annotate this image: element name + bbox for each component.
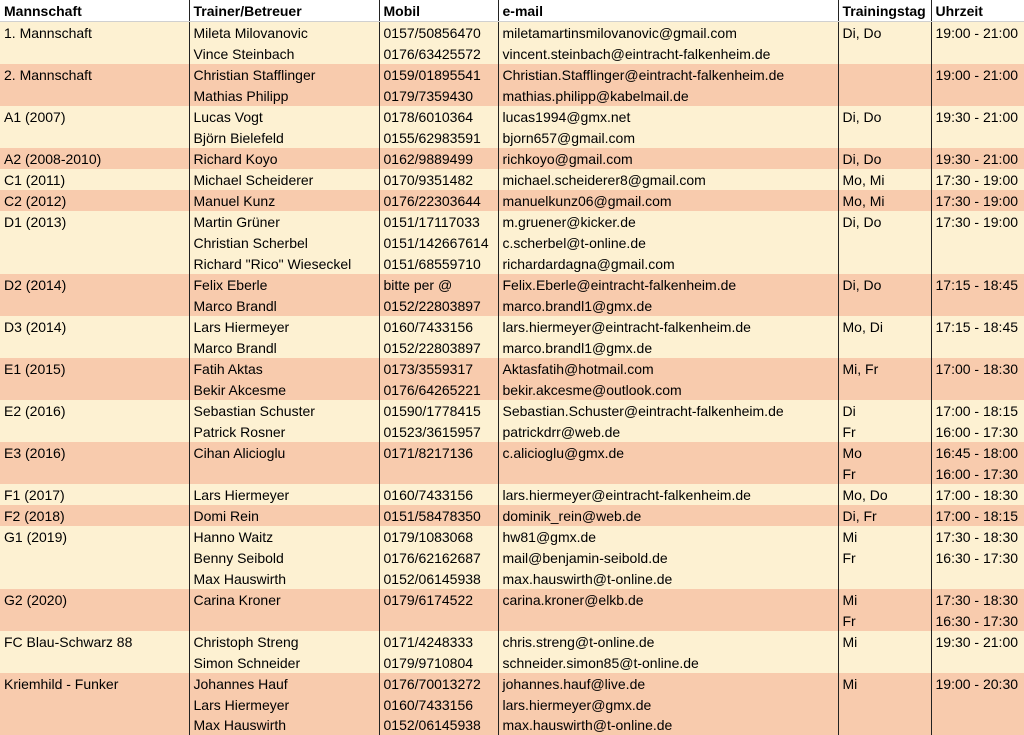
email-cell[interactable] [498,610,838,631]
trainer-name-cell[interactable]: Martin Grüner [189,211,379,232]
training-day-cell[interactable] [838,337,931,358]
training-time-cell[interactable]: 17:30 - 19:00 [931,169,1024,190]
team-name-cell[interactable]: 1. Mannschaft [0,22,189,44]
email-cell[interactable]: m.gruener@kicker.de [498,211,838,232]
training-day-cell[interactable]: Mi [838,673,931,694]
phone-cell[interactable]: 0176/62162687 [379,547,498,568]
email-cell[interactable]: lucas1994@gmx.net [498,106,838,127]
team-name-cell[interactable] [0,337,189,358]
phone-cell[interactable]: 0151/68559710 [379,253,498,274]
training-day-cell[interactable] [838,85,931,106]
email-cell[interactable]: hw81@gmx.de [498,526,838,547]
team-name-cell[interactable] [0,253,189,274]
phone-cell[interactable]: 01590/1778415 [379,400,498,421]
trainer-name-cell[interactable]: Lars Hiermeyer [189,484,379,505]
team-name-cell[interactable]: A2 (2008-2010) [0,148,189,169]
training-day-cell[interactable]: Fr [838,421,931,442]
training-time-cell[interactable] [931,568,1024,589]
phone-cell[interactable]: 0157/50856470 [379,22,498,44]
training-time-cell[interactable]: 19:30 - 21:00 [931,148,1024,169]
training-day-cell[interactable]: Mo, Di [838,316,931,337]
training-day-cell[interactable] [838,652,931,673]
training-time-cell[interactable]: 17:00 - 18:30 [931,358,1024,379]
training-day-cell[interactable]: Mi, Fr [838,358,931,379]
training-time-cell[interactable]: 17:15 - 18:45 [931,274,1024,295]
team-name-cell[interactable] [0,379,189,400]
table-row [0,421,1024,442]
header-email[interactable]: e-mail [498,0,838,22]
phone-cell[interactable]: 0160/7433156 [379,316,498,337]
team-name-cell[interactable]: C1 (2011) [0,169,189,190]
team-name-cell[interactable]: A1 (2007) [0,106,189,127]
header-row [0,0,1024,22]
phone-cell[interactable] [379,610,498,631]
trainer-name-cell[interactable]: Mileta Milovanovic [189,22,379,44]
training-time-cell[interactable]: 17:30 - 18:30 [931,589,1024,610]
phone-cell[interactable]: 0152/22803897 [379,337,498,358]
training-day-cell[interactable] [838,64,931,85]
training-time-cell[interactable]: 17:30 - 19:00 [931,190,1024,211]
table-row [0,127,1024,148]
trainer-name-cell[interactable]: Simon Schneider [189,652,379,673]
table-header [0,0,1024,22]
training-day-cell[interactable] [838,253,931,274]
training-day-cell[interactable]: Mi [838,589,931,610]
training-time-cell[interactable] [931,43,1024,64]
trainer-name-cell[interactable]: Lars Hiermeyer [189,694,379,715]
team-name-cell[interactable] [0,694,189,715]
table-row [0,22,1024,44]
table-row [0,337,1024,358]
team-name-cell[interactable]: 2. Mannschaft [0,64,189,85]
training-day-cell[interactable]: Mi [838,526,931,547]
phone-cell[interactable]: 0171/8217136 [379,442,498,463]
training-day-cell[interactable] [838,379,931,400]
email-cell[interactable]: c.scherbel@t-online.de [498,232,838,253]
phone-cell[interactable]: 0152/22803897 [379,295,498,316]
phone-cell[interactable]: 0179/6174522 [379,589,498,610]
email-cell[interactable]: carina.kroner@elkb.de [498,589,838,610]
team-name-cell[interactable] [0,568,189,589]
email-cell[interactable]: max.hauswirth@t-online.de [498,568,838,589]
email-cell[interactable]: schneider.simon85@t-online.de [498,652,838,673]
training-day-cell[interactable]: Di, Do [838,106,931,127]
email-cell[interactable]: lars.hiermeyer@eintracht-falkenheim.de [498,316,838,337]
table-row [0,274,1024,295]
trainer-name-cell[interactable]: Sebastian Schuster [189,400,379,421]
trainer-name-cell[interactable]: Michael Scheiderer [189,169,379,190]
trainer-name-cell[interactable]: Björn Bielefeld [189,127,379,148]
trainer-name-cell[interactable]: Benny Seibold [189,547,379,568]
team-name-cell[interactable]: FC Blau-Schwarz 88 [0,631,189,652]
phone-cell[interactable]: 0176/22303644 [379,190,498,211]
email-cell[interactable]: lars.hiermeyer@gmx.de [498,694,838,715]
training-time-cell[interactable]: 19:30 - 21:00 [931,631,1024,652]
email-cell[interactable]: miletamartinsmilovanovic@gmail.com [498,22,838,44]
training-time-cell[interactable] [931,295,1024,316]
phone-cell[interactable]: 0152/06145938 [379,568,498,589]
table-row [0,694,1024,715]
email-cell[interactable]: Sebastian.Schuster@eintracht-falkenheim.de [498,400,838,421]
training-time-cell[interactable]: 19:00 - 20:30 [931,673,1024,694]
trainer-name-cell[interactable]: Christoph Streng [189,631,379,652]
email-cell[interactable] [498,463,838,484]
team-name-cell[interactable]: C2 (2012) [0,190,189,211]
trainer-name-cell[interactable]: Cihan Alicioglu [189,442,379,463]
trainer-name-cell[interactable]: Richard Koyo [189,148,379,169]
phone-cell[interactable]: 0176/70013272 [379,673,498,694]
training-day-cell[interactable]: Fr [838,547,931,568]
team-name-cell[interactable]: F1 (2017) [0,484,189,505]
team-name-cell[interactable]: D3 (2014) [0,316,189,337]
team-name-cell[interactable]: E2 (2016) [0,400,189,421]
training-time-cell[interactable]: 19:00 - 21:00 [931,64,1024,85]
phone-cell[interactable]: 0160/7433156 [379,694,498,715]
training-time-cell[interactable] [931,232,1024,253]
training-time-cell[interactable]: 16:45 - 18:00 [931,442,1024,463]
training-time-cell[interactable]: 19:00 - 21:00 [931,22,1024,44]
phone-cell[interactable]: 0160/7433156 [379,484,498,505]
email-cell[interactable]: richardardagna@gmail.com [498,253,838,274]
trainer-name-cell[interactable]: Hanno Waitz [189,526,379,547]
email-cell[interactable]: patrickdrr@web.de [498,421,838,442]
trainer-name-cell[interactable]: Lucas Vogt [189,106,379,127]
phone-cell[interactable]: 0159/01895541 [379,64,498,85]
team-name-cell[interactable]: Kriemhild - Funker [0,673,189,694]
table-row [0,400,1024,421]
table-row [0,85,1024,106]
trainer-name-cell[interactable]: Marco Brandl [189,337,379,358]
training-day-cell[interactable] [838,295,931,316]
table-row [0,148,1024,169]
team-name-cell[interactable]: D1 (2013) [0,211,189,232]
table-row [0,652,1024,673]
email-cell[interactable]: max.hauswirth@t-online.de [498,715,838,735]
training-day-cell[interactable] [838,127,931,148]
team-name-cell[interactable] [0,85,189,106]
training-day-cell[interactable]: Fr [838,610,931,631]
table-row [0,610,1024,631]
training-day-cell[interactable]: Di, Do [838,274,931,295]
email-cell[interactable]: c.alicioglu@gmx.de [498,442,838,463]
table-row [0,64,1024,85]
table-row [0,295,1024,316]
table-row [0,568,1024,589]
team-name-cell[interactable] [0,232,189,253]
training-day-cell[interactable]: Di, Do [838,211,931,232]
trainer-name-cell[interactable]: Carina Kroner [189,589,379,610]
training-time-cell[interactable]: 16:00 - 17:30 [931,463,1024,484]
email-cell[interactable]: lars.hiermeyer@eintracht-falkenheim.de [498,484,838,505]
table-row [0,484,1024,505]
training-day-cell[interactable] [838,715,931,735]
phone-cell[interactable]: 0151/17117033 [379,211,498,232]
phone-cell[interactable] [379,463,498,484]
phone-cell[interactable]: 0151/58478350 [379,505,498,526]
team-name-cell[interactable] [0,421,189,442]
training-time-cell[interactable]: 16:00 - 17:30 [931,421,1024,442]
table-row [0,379,1024,400]
training-day-cell[interactable] [838,568,931,589]
table-row [0,106,1024,127]
header-mannschaft[interactable]: Mannschaft [0,0,189,22]
training-time-cell[interactable] [931,715,1024,735]
trainer-name-cell[interactable]: Fatih Aktas [189,358,379,379]
training-time-cell[interactable]: 17:00 - 18:15 [931,400,1024,421]
table-row [0,358,1024,379]
trainer-name-cell[interactable] [189,610,379,631]
team-name-cell[interactable]: F2 (2018) [0,505,189,526]
header-mobil[interactable]: Mobil [379,0,498,22]
team-name-cell[interactable] [0,652,189,673]
team-name-cell[interactable] [0,295,189,316]
team-name-cell[interactable]: G1 (2019) [0,526,189,547]
team-name-cell[interactable] [0,43,189,64]
table-row [0,631,1024,652]
table-row [0,169,1024,190]
table-row [0,673,1024,694]
training-day-cell[interactable] [838,43,931,64]
training-day-cell[interactable]: Mi [838,631,931,652]
trainer-name-cell[interactable]: Felix Eberle [189,274,379,295]
email-cell[interactable]: Aktasfatih@hotmail.com [498,358,838,379]
email-cell[interactable]: michael.scheiderer8@gmail.com [498,169,838,190]
table-row [0,253,1024,274]
header-trainingstag[interactable]: Trainingstag [838,0,931,22]
training-time-cell[interactable]: 17:00 - 18:30 [931,484,1024,505]
table-row [0,547,1024,568]
training-day-cell[interactable] [838,694,931,715]
table-row [0,232,1024,253]
email-cell[interactable]: Christian.Stafflinger@eintracht-falkenheim.de [498,64,838,85]
phone-cell[interactable]: 0173/3559317 [379,358,498,379]
table-row [0,316,1024,337]
training-day-cell[interactable]: Mo, Do [838,484,931,505]
training-time-cell[interactable]: 16:30 - 17:30 [931,547,1024,568]
table-row [0,505,1024,526]
trainer-name-cell[interactable]: Johannes Hauf [189,673,379,694]
phone-cell[interactable]: 0171/4248333 [379,631,498,652]
trainer-name-cell[interactable]: Domi Rein [189,505,379,526]
team-name-cell[interactable] [0,715,189,735]
training-time-cell[interactable]: 16:30 - 17:30 [931,610,1024,631]
trainer-name-cell[interactable]: Marco Brandl [189,295,379,316]
email-cell[interactable]: mail@benjamin-seibold.de [498,547,838,568]
trainer-name-cell[interactable]: Manuel Kunz [189,190,379,211]
training-time-cell[interactable] [931,694,1024,715]
email-cell[interactable]: bjorn657@gmail.com [498,127,838,148]
trainer-name-cell[interactable]: Richard "Rico" Wieseckel [189,253,379,274]
team-name-cell[interactable]: E1 (2015) [0,358,189,379]
table-row [0,211,1024,232]
team-name-cell[interactable] [0,547,189,568]
trainer-name-cell[interactable]: Max Hauswirth [189,715,379,735]
phone-cell[interactable]: 01523/3615957 [379,421,498,442]
email-cell[interactable]: bekir.akcesme@outlook.com [498,379,838,400]
training-time-cell[interactable]: 17:00 - 18:15 [931,505,1024,526]
trainer-name-cell[interactable]: Christian Scherbel [189,232,379,253]
training-time-cell[interactable] [931,85,1024,106]
training-day-cell[interactable]: Mo, Mi [838,190,931,211]
training-day-cell[interactable]: Mo, Mi [838,169,931,190]
team-name-cell[interactable] [0,127,189,148]
team-name-cell[interactable]: D2 (2014) [0,274,189,295]
table-row [0,526,1024,547]
training-time-cell[interactable]: 17:30 - 19:00 [931,211,1024,232]
training-time-cell[interactable] [931,253,1024,274]
phone-cell[interactable]: 0170/9351482 [379,169,498,190]
training-day-cell[interactable]: Di [838,400,931,421]
training-time-cell[interactable]: 19:30 - 21:00 [931,106,1024,127]
table-row [0,43,1024,64]
training-day-cell[interactable]: Fr [838,463,931,484]
phone-cell[interactable]: 0179/7359430 [379,85,498,106]
training-day-cell[interactable]: Di, Fr [838,505,931,526]
table-row [0,442,1024,463]
team-name-cell[interactable] [0,463,189,484]
training-time-cell[interactable] [931,127,1024,148]
email-cell[interactable]: manuelkunz06@gmail.com [498,190,838,211]
training-time-cell[interactable] [931,337,1024,358]
phone-cell[interactable]: 0179/1083068 [379,526,498,547]
trainer-name-cell[interactable]: Christian Stafflinger [189,64,379,85]
table-body [0,22,1024,735]
header-uhrzeit[interactable]: Uhrzeit [931,0,1024,22]
trainer-name-cell[interactable]: Patrick Rosner [189,421,379,442]
phone-cell[interactable]: 0178/6010364 [379,106,498,127]
training-time-cell[interactable]: 17:15 - 18:45 [931,316,1024,337]
email-cell[interactable]: marco.brandl1@gmx.de [498,337,838,358]
training-time-cell[interactable] [931,379,1024,400]
training-day-cell[interactable]: Di, Do [838,148,931,169]
phone-cell[interactable]: bitte per @ [379,274,498,295]
team-name-cell[interactable]: E3 (2016) [0,442,189,463]
email-cell[interactable]: vincent.steinbach@eintracht-falkenheim.de [498,43,838,64]
table-row [0,190,1024,211]
table-row [0,589,1024,610]
phone-cell[interactable]: 0176/63425572 [379,43,498,64]
email-cell[interactable]: johannes.hauf@live.de [498,673,838,694]
email-cell[interactable]: mathias.philipp@kabelmail.de [498,85,838,106]
table-row [0,463,1024,484]
phone-cell[interactable]: 0152/06145938 [379,715,498,735]
trainer-name-cell[interactable]: Lars Hiermeyer [189,316,379,337]
team-name-cell[interactable] [0,610,189,631]
trainer-name-cell[interactable]: Mathias Philipp [189,85,379,106]
trainer-name-cell[interactable] [189,463,379,484]
training-time-cell[interactable] [931,652,1024,673]
training-day-cell[interactable] [838,232,931,253]
training-day-cell[interactable]: Di, Do [838,22,931,44]
email-cell[interactable]: Felix.Eberle@eintracht-falkenheim.de [498,274,838,295]
trainer-name-cell[interactable]: Vince Steinbach [189,43,379,64]
table-row [0,715,1024,735]
phone-cell[interactable]: 0155/62983591 [379,127,498,148]
header-trainer[interactable]: Trainer/Betreuer [189,0,379,22]
phone-cell[interactable]: 0176/64265221 [379,379,498,400]
training-time-cell[interactable]: 17:30 - 18:30 [931,526,1024,547]
email-cell[interactable]: dominik_rein@web.de [498,505,838,526]
phone-cell[interactable]: 0151/142667614 [379,232,498,253]
training-day-cell[interactable]: Mo [838,442,931,463]
email-cell[interactable]: marco.brandl1@gmx.de [498,295,838,316]
email-cell[interactable]: chris.streng@t-online.de [498,631,838,652]
team-name-cell[interactable]: G2 (2020) [0,589,189,610]
phone-cell[interactable]: 0162/9889499 [379,148,498,169]
email-cell[interactable]: richkoyo@gmail.com [498,148,838,169]
trainer-name-cell[interactable]: Bekir Akcesme [189,379,379,400]
trainer-name-cell[interactable]: Max Hauswirth [189,568,379,589]
phone-cell[interactable]: 0179/9710804 [379,652,498,673]
